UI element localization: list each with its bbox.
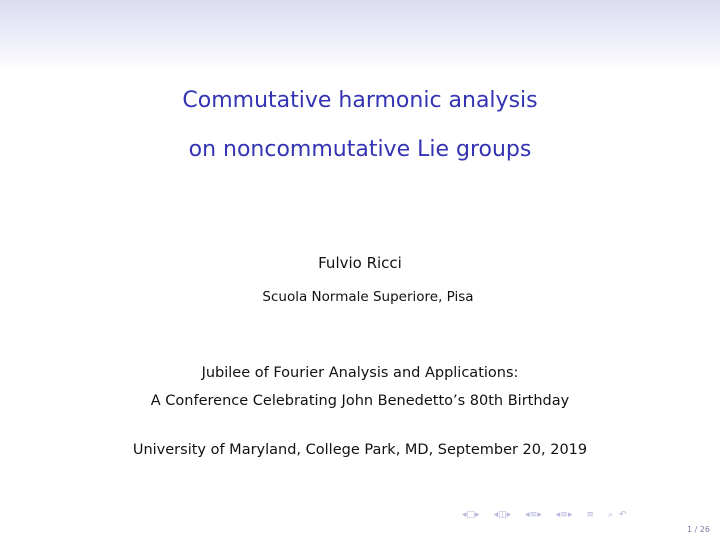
beamer-navigation-bar	[462, 508, 627, 522]
nav-section-forward-icon[interactable]: ▸	[537, 510, 542, 520]
nav-align-icon[interactable]: ≡	[586, 510, 594, 520]
page-number: 1 / 26	[686, 525, 710, 534]
nav-slide-back-icon[interactable]: ◂	[555, 510, 561, 520]
nav-search-icon[interactable]: ⌕	[607, 510, 613, 520]
slide-title-line-1: Commutative harmonic analysis	[182, 88, 538, 113]
nav-frame-back-icon[interactable]: ◂	[462, 510, 467, 520]
nav-slide-icon[interactable]: ≡	[560, 510, 568, 520]
header-band	[0, 0, 720, 72]
nav-section-icon[interactable]: ≡	[529, 510, 538, 520]
nav-section-back-icon[interactable]: ◂	[525, 510, 530, 520]
venue-date: University of Maryland, College Park, MD, September 20, 2019	[132, 442, 588, 458]
event-line-1: Jubilee of Fourier Analysis and Applications:	[201, 365, 519, 381]
slide-title-line-2: on noncommutative Lie groups	[188, 137, 532, 162]
event-line-2: A Conference Celebrating John Benedetto’s 80th Birthday	[150, 393, 570, 409]
nav-subsection-back-icon[interactable]: ◂	[493, 510, 499, 520]
nav-subsection-forward-icon[interactable]: ▸	[506, 510, 512, 520]
nav-subsection-icon[interactable]: ◫	[498, 510, 507, 520]
author-name: Fulvio Ricci	[318, 254, 402, 272]
nav-frame-forward-icon[interactable]: ▸	[475, 510, 480, 520]
nav-undo-icon[interactable]: ↶	[618, 510, 627, 520]
nav-slide-forward-icon[interactable]: ▸	[567, 510, 573, 520]
author-institute: Scuola Normale Superiore, Pisa	[262, 289, 474, 305]
nav-frame-icon[interactable]: □	[466, 510, 476, 520]
